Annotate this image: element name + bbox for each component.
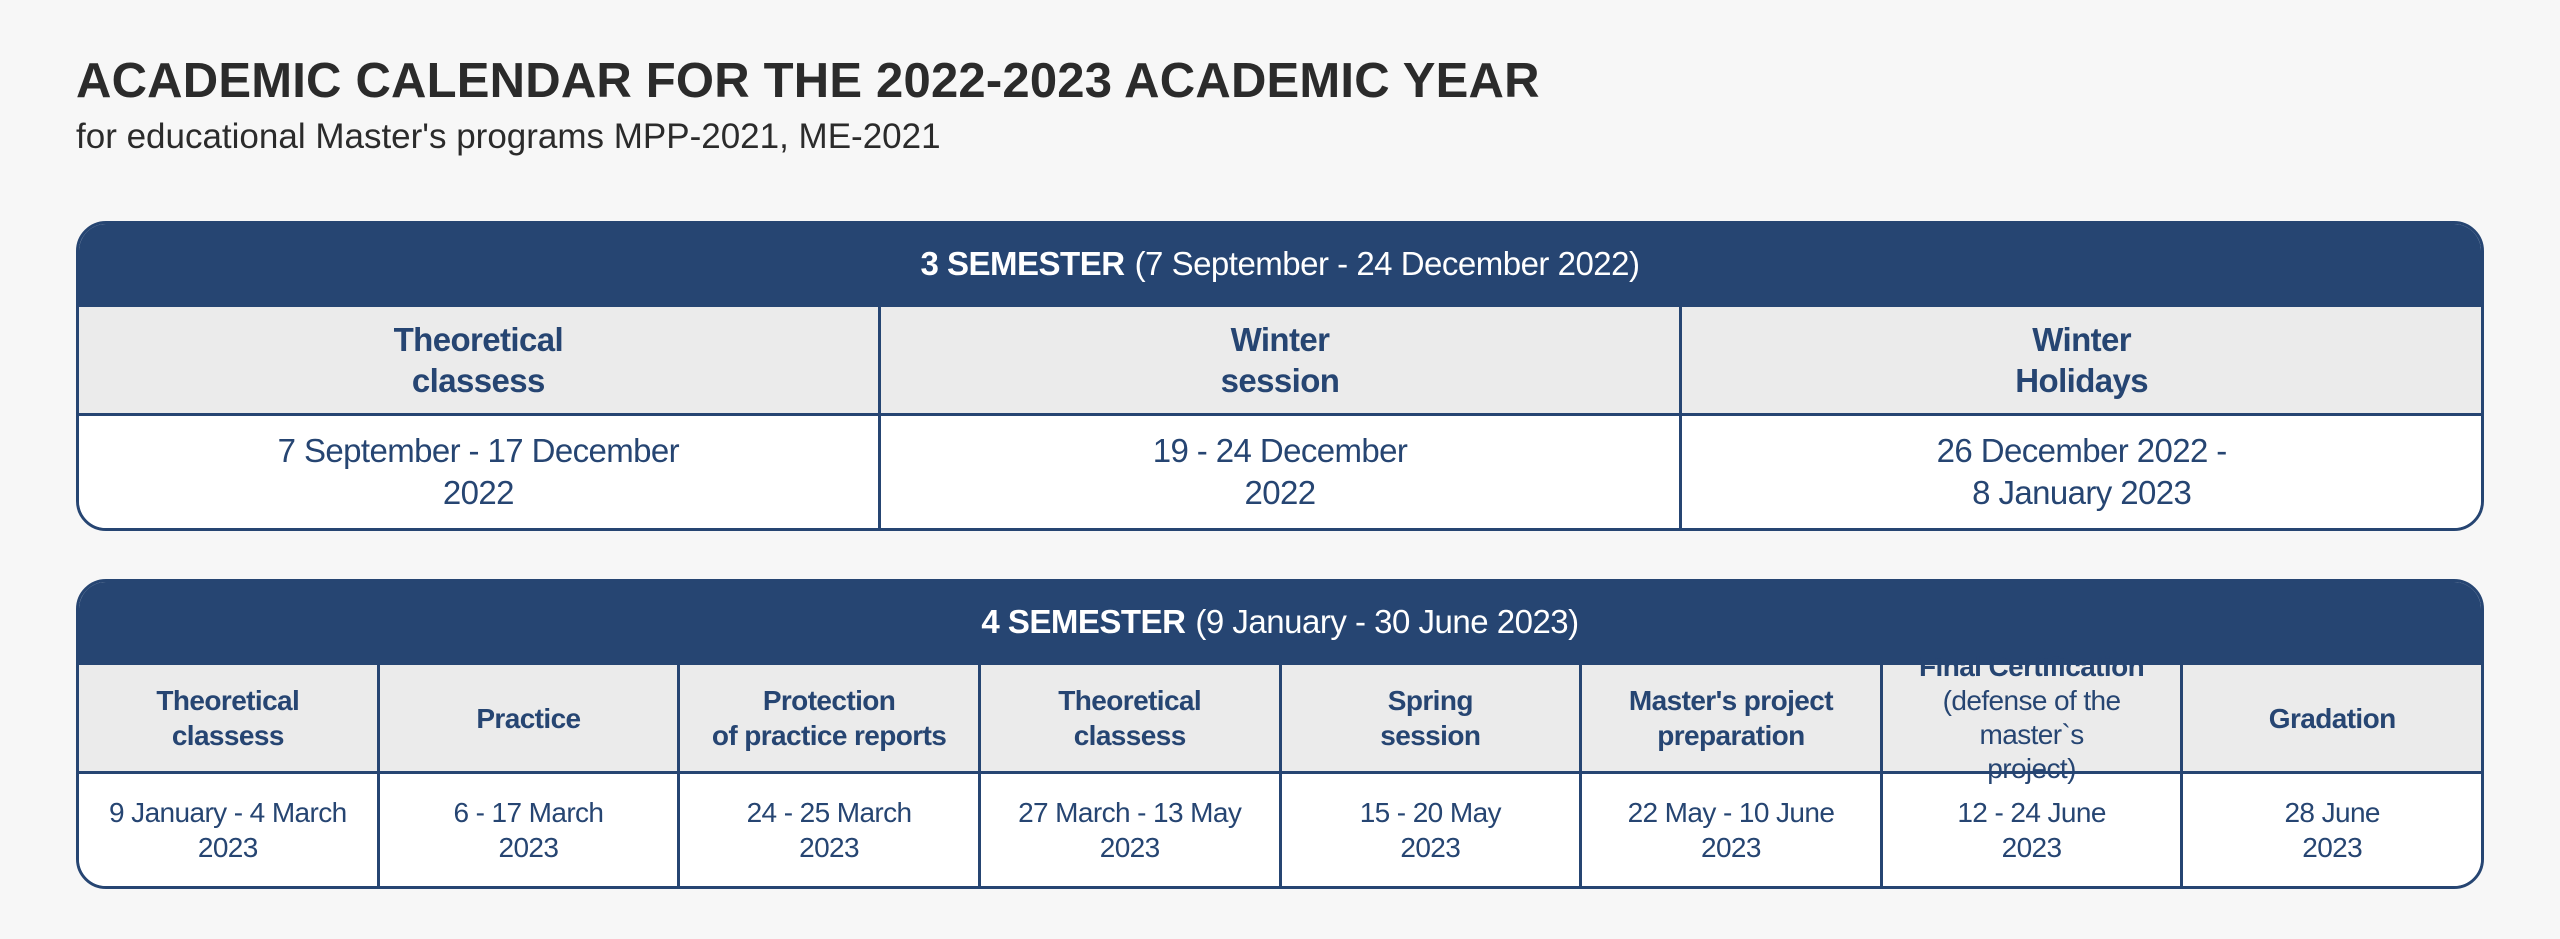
- sem3-label-theoretical-classes: Theoretical classess: [79, 307, 881, 413]
- sem3-value-theoretical-classes: 7 September - 17 December 2022: [79, 416, 881, 528]
- semester-3-label: 3 SEMESTER: [920, 245, 1125, 282]
- final-certification-title: Final Certification: [1919, 651, 2145, 682]
- semester-3-range: (7 September - 24 December 2022): [1134, 245, 1640, 282]
- sem4-label-gradation: Gradation: [2268, 702, 2396, 734]
- sem4-label-masters-project: Master's project preparation: [1582, 665, 1883, 771]
- sem4-value-masters-project: 22 May - 10 June 2023: [1582, 774, 1883, 886]
- semester-4-label: 4 SEMESTER: [981, 603, 1186, 640]
- semester-4-value-row: [79, 774, 2481, 886]
- sem4-value-practice: 6 - 17 March 2023: [380, 774, 681, 886]
- sem3-value-winter-holidays: 26 December 2022 - 8 January 2023: [1936, 432, 2227, 511]
- semester-3-header: [79, 224, 2481, 304]
- sem3-label-winter-holidays: Winter Holidays: [2015, 321, 2149, 399]
- sem4-value-theoretical-classes-1: 9 January - 4 March 2023: [79, 774, 380, 886]
- page-subtitle: for educational Master's programs MPP-2021, ME-2021: [76, 117, 941, 156]
- semester-3-label-row: [79, 304, 2481, 416]
- sem4-label-theoretical-classes-2: Theoretical classess: [981, 665, 1282, 771]
- sem3-label-winter-session: Winter session: [881, 307, 1683, 413]
- sem3-value-winter-session: 19 - 24 December 2022: [881, 416, 1683, 528]
- page-title: ACADEMIC CALENDAR FOR THE 2022-2023 ACADEMIC YEAR: [76, 54, 1540, 108]
- sem4-value-final-certification: 12 - 24 June 2023: [1883, 774, 2184, 886]
- sem4-value-theoretical-classes-2: 27 March - 13 May 2023: [981, 774, 1282, 886]
- sem4-label-protection-reports: Protection of practice reports: [680, 665, 981, 771]
- sem4-value-protection-reports: 24 - 25 March 2023: [680, 774, 981, 886]
- semester-4-range: (9 January - 30 June 2023): [1195, 603, 1579, 640]
- sem4-value-spring-session: 15 - 20 May 2023: [1282, 774, 1583, 886]
- sem4-value-gradation: 28 June 2023: [2284, 797, 2380, 863]
- sem4-label-final-certification: [1883, 651, 2184, 784]
- sem4-label-spring-session: Spring session: [1282, 665, 1583, 771]
- final-certification-note: (defense of the master`s project): [1942, 685, 2121, 784]
- semester-4-label-row: [79, 651, 2481, 784]
- sem4-label-theoretical-classes-1: Theoretical classess: [79, 665, 380, 771]
- semester-4-table: [76, 579, 2484, 889]
- sem4-label-practice: Practice: [380, 665, 681, 771]
- semester-3-table: [76, 221, 2484, 531]
- semester-3-value-row: [79, 416, 2481, 528]
